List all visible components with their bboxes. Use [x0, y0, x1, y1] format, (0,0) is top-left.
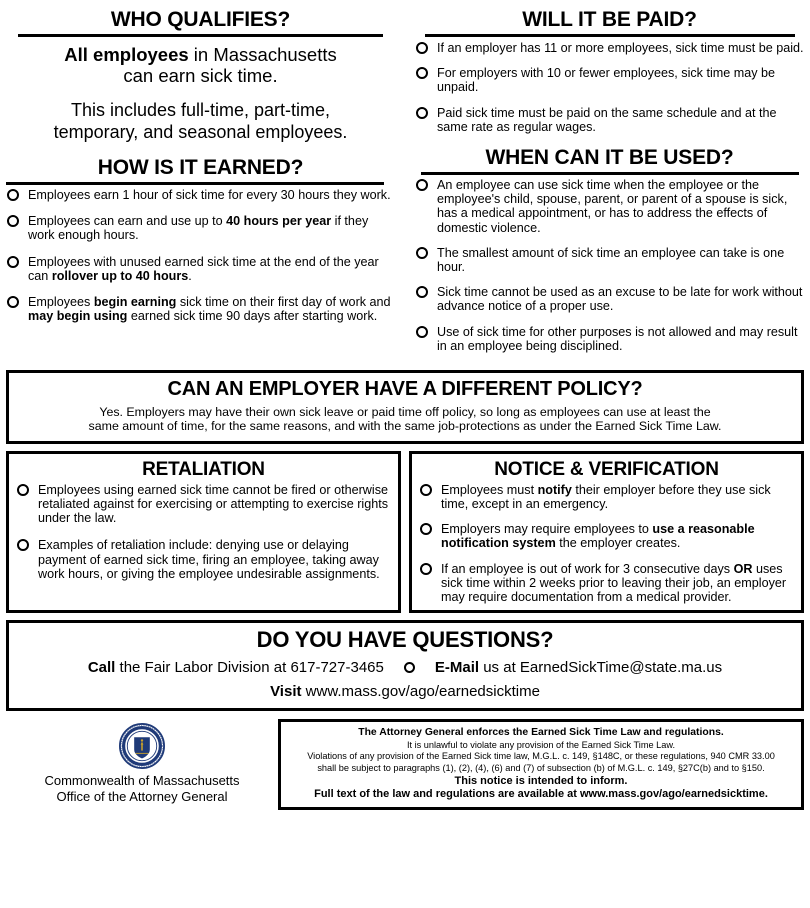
list-item: [419, 522, 794, 550]
list-item: [415, 41, 804, 55]
list-item: [419, 483, 794, 511]
legal-line-6: Full text of the law and regulations are available at www.mass.gov/ago/earnedsicktime.: [314, 788, 768, 801]
questions-email-text[interactable]: [435, 658, 722, 677]
massachusetts-state-seal-icon: [119, 723, 165, 769]
how-earned-item-1-pre: Employees can earn and use up to: [28, 214, 227, 229]
questions-email-bold: E-Mail: [434, 659, 480, 677]
bullet-ring-icon: [7, 189, 19, 201]
will-paid-item-1: For employers with 10 or fewer employees, sick time may be unpaid.: [437, 66, 776, 95]
will-paid-item-2: Paid sick time must be paid on the same schedule and at the same rate as regular wages.: [437, 105, 777, 134]
bullet-ring-icon: [17, 539, 29, 551]
bullet-ring-icon: [7, 215, 19, 227]
notice-verification-title: NOTICE & VERIFICATION: [494, 458, 719, 480]
who-qualifies-para-2-line2: temporary, and seasonal employees.: [53, 122, 348, 142]
different-policy-line-2: same amount of time, for the same reasons, and with the same job-protections as under the Earned Sick Time Law.: [88, 419, 722, 434]
right-column: [405, 0, 810, 364]
bullet-ring-icon: [416, 286, 428, 298]
how-earned-item-1-bold: 40 hours per year: [226, 214, 332, 229]
who-qualifies-para-1: [6, 44, 395, 86]
top-sections: [0, 0, 810, 364]
list-item: [6, 214, 395, 242]
seal-caption: [6, 773, 278, 804]
who-qualifies-para-1-line2: can earn sick time.: [123, 65, 278, 86]
notice-item-2-bold: OR: [733, 561, 753, 576]
will-paid-item-0: If an employer has 11 or more employees, sick time must be paid.: [437, 41, 804, 55]
how-earned-item-2-pre: Employees with unused earned sick time at the end of the year can: [28, 254, 379, 283]
list-item: [6, 188, 395, 202]
how-earned-item-3-post: earned sick time 90 days after starting work.: [127, 309, 378, 324]
notice-item-1-post: the employer creates.: [555, 536, 681, 551]
bullet-ring-icon: [416, 326, 428, 338]
different-policy-body: [17, 405, 793, 434]
different-policy-box: [6, 370, 804, 444]
when-used-title: WHEN CAN IT BE USED?: [485, 146, 734, 170]
who-qualifies-para-2-line1: This includes full-time, part-time,: [70, 100, 331, 120]
when-used-item-1: The smallest amount of sick time an employee can take is one hour.: [437, 245, 785, 275]
how-earned-rule: [6, 182, 384, 185]
when-used-rule: [421, 172, 799, 175]
retaliation-box: [6, 451, 401, 613]
will-paid-rule: [425, 34, 795, 37]
questions-contact-line: [17, 658, 793, 677]
how-earned-title: HOW IS IT EARNED?: [97, 156, 304, 179]
legal-line-5: This notice is intended to inform.: [454, 774, 628, 787]
list-item: [415, 285, 804, 313]
list-item: [415, 66, 804, 94]
list-item: [415, 246, 804, 274]
list-item: [415, 325, 804, 353]
bullet-ring-icon: [416, 247, 428, 259]
legal-line-3: Violations of any provision of the Earned Sick time law, M.G.L. c. 149, §148C, or these regulations, 940 CMR 33.00: [307, 751, 775, 762]
how-earned-item-0-text: Employees earn 1 hour of sick time for every 30 hours they work.: [28, 188, 391, 202]
bullet-ring-icon: [416, 67, 428, 79]
list-item: [415, 106, 804, 134]
will-paid-list: [415, 41, 804, 134]
bullet-ring-icon: [17, 484, 29, 496]
questions-call-text: [88, 658, 384, 677]
how-earned-item-3-bold2: may begin using: [28, 309, 128, 324]
notice-verification-list: [419, 483, 794, 604]
who-qualifies-para-1-bold: All employees: [64, 44, 189, 65]
how-earned-list: [6, 188, 395, 323]
how-earned-item-2-bold: rollover up to 40 hours: [51, 268, 189, 283]
bullet-ring-icon: [416, 42, 428, 54]
list-item: [6, 295, 395, 323]
questions-box: [6, 620, 804, 711]
bullet-ring-icon: [7, 256, 19, 268]
list-item: [419, 562, 794, 605]
bullet-ring-icon: [420, 484, 432, 496]
when-used-list: [415, 178, 804, 353]
how-earned-item-3-bold: begin earning: [93, 295, 177, 310]
retaliation-list: [16, 483, 391, 581]
legal-line-1: The Attorney General enforces the Earned Sick Time Law and regulations.: [358, 727, 724, 739]
questions-call-bold: Call: [87, 659, 116, 677]
bullet-ring-icon: [416, 179, 428, 191]
who-qualifies-rule: [18, 34, 383, 37]
legal-line-4: shall be subject to paragraphs (1), (2), (4), (6) and (7) of subsection (b) of M.G.L. c. 149, §27C(b) and to §150.: [317, 763, 765, 774]
questions-title: DO YOU HAVE QUESTIONS?: [256, 627, 554, 653]
questions-visit-rest: www.mass.gov/ago/earnedsicktime: [301, 683, 540, 701]
list-item: [6, 255, 395, 283]
notice-item-0-pre: Employees must: [441, 482, 538, 497]
when-used-item-3: Use of sick time for other purposes is not allowed and may result in an employee being disciplined.: [437, 324, 798, 353]
who-qualifies-para-2: [6, 99, 395, 143]
bullet-ring-icon: [7, 296, 19, 308]
legal-notice-box: [278, 719, 804, 810]
notice-item-1-pre: Employers may require employees to: [441, 522, 653, 537]
notice-item-2-post: uses sick time within 2 weeks prior to leaving their job, an employer may require documentation from a medical provider.: [441, 561, 787, 605]
notice-item-2-pre: If an employee is out of work for 3 consecutive days: [441, 561, 734, 576]
legal-line-2: It is unlawful to violate any provision of the Earned Sick Time Law.: [406, 739, 676, 750]
different-policy-title: CAN AN EMPLOYER HAVE A DIFFERENT POLICY?: [167, 378, 643, 401]
list-item: [415, 178, 804, 235]
how-earned-item-3-mid: sick time on their first day of work and: [176, 295, 391, 310]
seal-caption-line-2: Office of the Attorney General: [56, 788, 228, 804]
list-item: [16, 483, 391, 526]
notice-item-0-post: their employer before they use sick time, except in an emergency.: [441, 482, 771, 512]
questions-visit-line[interactable]: [17, 682, 793, 701]
different-policy-line-1: Yes. Employers may have their own sick leave or paid time off policy, so long as employees can use at least the: [99, 405, 711, 420]
seal-column: [6, 719, 278, 804]
list-item: [16, 538, 391, 581]
notice-verification-box: [409, 451, 804, 613]
when-used-item-0: An employee can use sick time when the employee or the employee's child, spouse, parent, or parent of a spouse is sick, has a medical appointment, or has to address the effects of domestic violence.: [437, 178, 788, 235]
will-paid-title: WILL IT BE PAID?: [522, 8, 697, 31]
left-column: [0, 0, 405, 364]
bullet-ring-icon: [420, 563, 432, 575]
retaliation-item-1: Examples of retaliation include: denying use or delaying payment of earned sick time, firing an employee, taking away work hours, or giving the employee undesirable assignments.: [38, 538, 380, 581]
footer: [6, 719, 804, 810]
questions-visit-bold: Visit: [270, 683, 302, 701]
retaliation-title: RETALIATION: [142, 458, 265, 480]
questions-email-rest: us at EarnedSickTime@state.ma.us: [479, 659, 723, 677]
bullet-ring-icon: [420, 523, 432, 535]
bullet-ring-icon: [416, 107, 428, 119]
bullet-ring-icon: [404, 662, 415, 673]
seal-caption-line-1: Commonwealth of Massachusetts: [44, 773, 240, 789]
how-earned-item-1-post: if they work enough hours.: [28, 214, 369, 243]
mid-row: [6, 451, 804, 613]
retaliation-item-0: Employees using earned sick time cannot be fired or otherwise retaliated against for exercising or attempting to exercise rights under the law.: [38, 482, 389, 526]
notice-item-0-bold: notify: [537, 482, 572, 497]
who-qualifies-title: WHO QUALIFIES?: [110, 8, 291, 31]
when-used-item-2: Sick time cannot be used as an excuse to be late for work without advance notice of a proper use.: [437, 285, 803, 314]
questions-call-rest: the Fair Labor Division at 617-727-3465: [115, 659, 384, 677]
notice-item-1-bold: use a reasonable notification system: [441, 522, 755, 551]
how-earned-item-2-post: .: [188, 268, 192, 283]
how-earned-item-3-pre: Employees: [28, 295, 94, 310]
who-qualifies-para-1-rest: in Massachusetts: [188, 44, 337, 65]
